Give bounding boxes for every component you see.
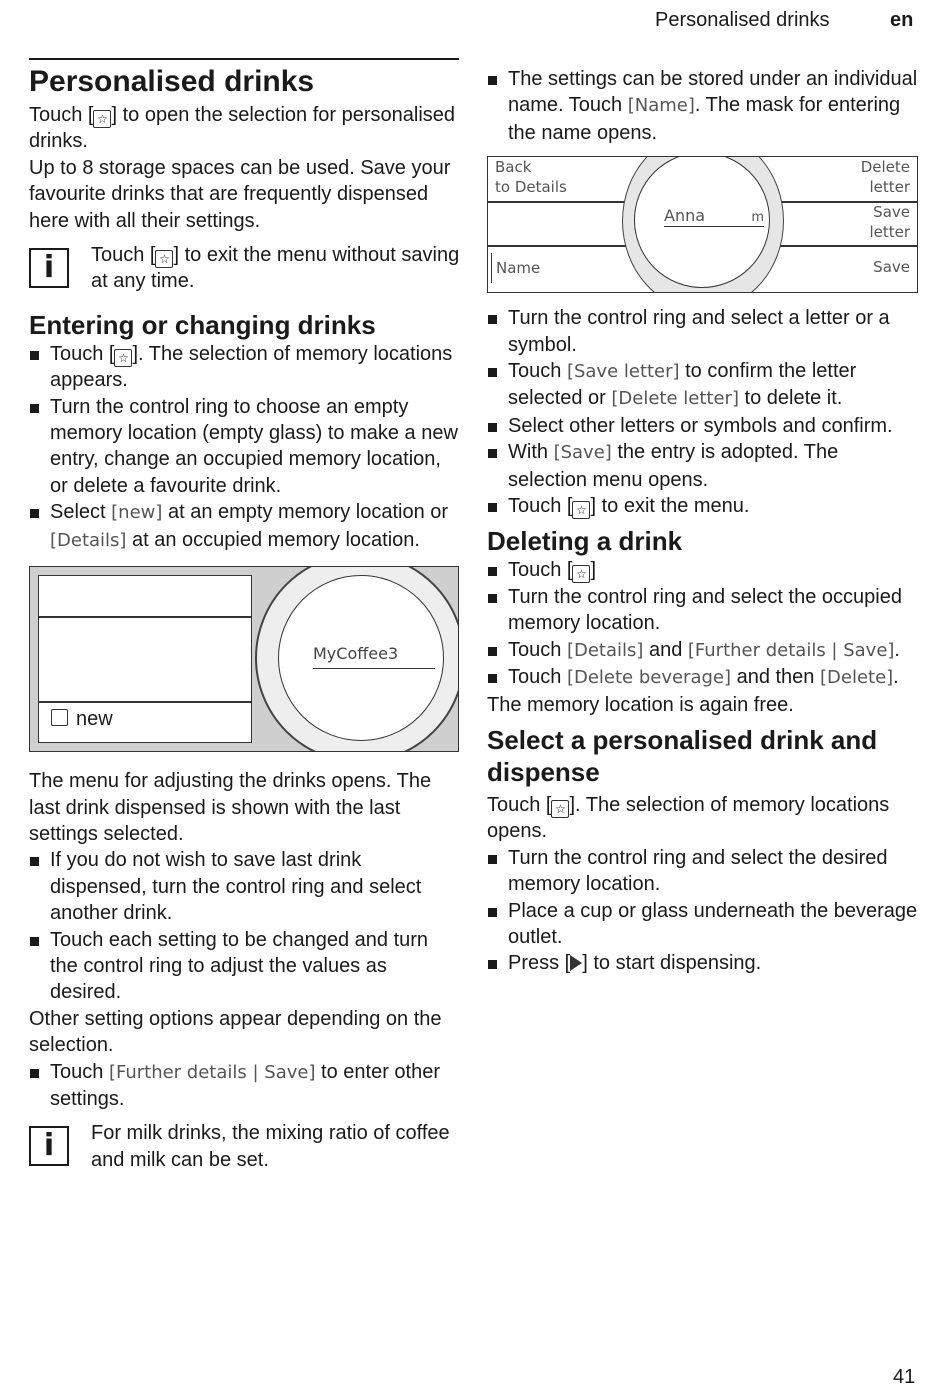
empty-glass-icon — [51, 709, 68, 726]
section-heading-select: Select a personalised drink and dispense — [487, 724, 878, 787]
divider — [39, 616, 251, 618]
right-column — [487, 66, 919, 977]
list-item: Touch [ ☆ ] to exit the menu. — [487, 493, 919, 519]
list-item: Touch [ ☆ ]. The selection of memory locations appears. — [29, 341, 461, 394]
favourites-icon: ☆ — [155, 250, 173, 268]
name-steps-list — [487, 66, 919, 146]
name-button[interactable]: Name — [491, 253, 540, 283]
divider — [778, 245, 918, 247]
info-note-1: i Touch [ ☆ ] to exit the menu without saving at any time. — [29, 242, 461, 295]
info-icon: i — [29, 248, 69, 288]
list-item: Press [ ] to start dispensing. — [487, 950, 919, 976]
further-steps-list — [29, 1059, 461, 1113]
memory-drink-name: MyCoffee3 — [313, 641, 435, 668]
info-note-2: i For milk drinks, the mixing ratio of coffee and milk can be set. — [29, 1120, 461, 1173]
list-item: Place a cup or glass underneath the beverage outlet. — [487, 898, 919, 951]
list-item: The settings can be stored under an individual name. Touch [Name]. The mask for entering the name opens. — [487, 66, 919, 146]
options-paragraph: Other setting options appear depending on the selection. — [29, 1007, 442, 1057]
new-entry-option[interactable]: new — [51, 706, 113, 732]
intro-paragraph-1: Touch [ ☆ ] to open the selection for personalised drinks. — [29, 104, 456, 153]
divider — [488, 201, 628, 203]
favourites-icon: ☆ — [572, 501, 590, 519]
letter-steps-list — [487, 305, 919, 519]
left-column — [29, 60, 461, 1173]
name-entry-display — [487, 156, 918, 293]
list-item: With [Save] the entry is adopted. The selection menu opens. — [487, 439, 919, 493]
divider — [39, 701, 251, 703]
list-item: Select [new] at an empty memory location or [Details] at an occupied memory location. — [29, 499, 461, 554]
list-item: Touch [Delete beverage] and then [Delete]. — [487, 664, 919, 691]
favourites-icon: ☆ — [572, 565, 590, 583]
memory-options-panel — [38, 575, 252, 743]
letter-cursor: m — [751, 210, 764, 226]
intro-paragraph-2: Up to 8 storage spaces can be used. Save your favourite drinks that are frequently dispensed here with all their settings. — [29, 156, 451, 232]
info-icon: i — [29, 1126, 69, 1166]
list-item: Touch [ ☆ ] — [487, 557, 919, 583]
running-header-title: Personalised drinks — [655, 9, 830, 31]
save-button[interactable]: Save — [873, 258, 910, 277]
select-paragraph: Touch [ ☆ ]. The selection of memory locations opens. — [487, 793, 890, 843]
list-item: Touch [Save letter] to confirm the letter selected or [Delete letter] to delete it. — [487, 358, 919, 413]
favourites-icon: ☆ — [93, 110, 111, 128]
play-icon — [570, 955, 582, 971]
list-item: Turn the control ring and select the desired memory location. — [487, 845, 919, 898]
entering-steps-list — [29, 341, 461, 554]
favourites-icon: ☆ — [551, 800, 569, 818]
section-heading-entering: Entering or changing drinks — [29, 309, 376, 340]
favourites-icon: ☆ — [114, 349, 132, 367]
memory-selection-display — [29, 566, 459, 752]
list-item: Turn the control ring to choose an empty memory location (empty glass) to make a new entry, change an occupied memory location, or delete a favourite drink. — [29, 394, 461, 500]
menu-paragraph: The menu for adjusting the drinks opens. The last drink dispensed is shown with the last settings selected. — [29, 770, 432, 845]
section-heading-deleting: Deleting a drink — [487, 526, 683, 557]
list-item: Touch [Details] and [Further details | Save]. — [487, 637, 919, 664]
select-steps-list — [487, 845, 919, 977]
deleting-steps-list — [487, 557, 919, 691]
page-number: 41 — [893, 1366, 916, 1388]
running-header-language: en — [890, 9, 914, 31]
list-item: Select other letters or symbols and confirm. — [487, 413, 919, 439]
list-item: Touch each setting to be changed and turn the control ring to adjust the values as desired. — [29, 927, 461, 1006]
list-item: Touch [Further details | Save] to enter other settings. — [29, 1059, 461, 1113]
save-letter-button[interactable]: Save letter — [869, 203, 910, 242]
adjust-steps-list — [29, 847, 461, 1005]
list-item: Turn the control ring and select the occupied memory location. — [487, 584, 919, 637]
divider — [488, 245, 628, 247]
memory-free-paragraph: The memory location is again free. — [487, 693, 794, 716]
list-item: If you do not wish to save last drink dispensed, turn the control ring and select another drink. — [29, 847, 461, 926]
back-to-details-button[interactable]: Back to Details — [495, 158, 567, 197]
delete-letter-button[interactable]: Delete letter — [860, 158, 910, 197]
list-item: Turn the control ring and select a letter or a symbol. — [487, 305, 919, 358]
page-title: Personalised drinks — [29, 65, 315, 98]
name-input[interactable]: Anna m — [664, 206, 764, 227]
